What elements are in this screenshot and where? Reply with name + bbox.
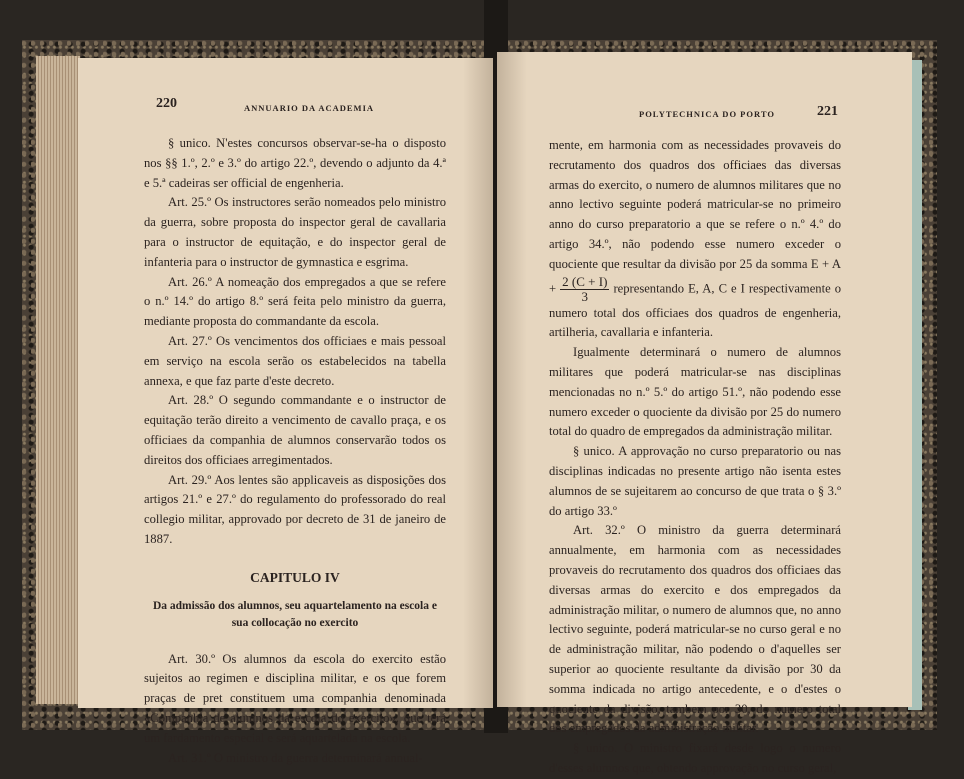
- chapter-title: CAPITULO IV: [250, 569, 340, 585]
- formula-denominator: 3: [581, 288, 589, 304]
- paragraph: Art. 28.º O segundo commandante e o instructor de equitação terão direito a vencimento de cavallo praça, e os officiaes da companhia de alumnos conservarão todos os direitos dos officiaes arregimentados.: [144, 393, 446, 467]
- right-page-body: [549, 136, 841, 779]
- chapter-subtitle: Da admissão dos alumnos, seu aquartelamento na escola e sua collocação no exercito: [152, 599, 437, 629]
- running-head: ANNUARIO DA ACADEMIA: [244, 103, 375, 113]
- paragraph: § unico. O ministro fixará desde logo o numero d'esses alumnos que, obtendo approvação no curso geral,: [549, 741, 841, 775]
- running-head: POLYTECHNICA DO PORTO: [639, 109, 775, 119]
- paragraph: Art. 32.º O ministro da guerra determinará annualmente, em harmonia com as necessidades provaveis do recrutamento dos quadros dos officiaes das diversas armas do exercito e dos empregados da administração militar, o numero de alumnos que, no anno lectivo seguinte, poderá matricular-se no curso geral e no de administração militar, não podendo o d'aquelles ser superior ao quociente resultante da divisão por 30 da somma indicada no artigo antecedente, e o d'estes o quociente da divisão, tambem por 30, do numero total dos empregados da administração militar.: [549, 523, 841, 736]
- page-number: 220: [156, 96, 177, 111]
- paragraph: § unico. N'estes concursos observar-se-ha o disposto nos §§ 1.º, 2.º e 3.º do artigo 22.º, devendo o adjunto da 4.ª e 5.ª cadeiras ser official de engenheria.: [144, 136, 446, 190]
- formula-numerator: 2 (C + I): [562, 273, 608, 289]
- gutter-shadow: [463, 58, 493, 708]
- paragraph: Art. 26.º A nomeação dos empregados a que se refere o n.º 14.º do artigo 8.º será feita pelo ministro da guerra, mediante proposta do commandante da escola.: [144, 274, 446, 329]
- right-page: [497, 52, 912, 775]
- formula-fraction: [560, 275, 609, 304]
- paragraph: Igualmente determinará o numero de alumnos militares que poderá matricular-se nas disciplinas mencionadas no n.º 5.º do artigo 51.º, não podendo esse numero exceder o quociente da divisão por 25 do numero total do quadro de empregados da administração militar.: [549, 345, 841, 439]
- paragraph: Art. 31.º O ministro da guerra determinará annual-: [168, 750, 423, 765]
- gutter-shadow: [497, 52, 527, 707]
- paragraph-text: mente, em harmonia com as necessidades provaveis do recrutamento dos quadros dos officiaes das diversas armas do exercito, o numero de alumnos militares que no anno lectivo seguinte poderá matricular-se no primeiro anno do curso preparatorio a que se refere o n.º 4.º do artigo 34.º, não podendo esse numero exceder o quociente que resultar da divisão por 25 da somma E + A +: [549, 138, 841, 295]
- paragraph-with-formula: [549, 136, 841, 343]
- paragraph: Art. 29.º Aos lentes são applicaveis as disposições dos artigos 21.º e 27.º do regulamento do professorado do real collegio militar, approvado por decreto de 31 de janeiro de 1887.: [144, 472, 446, 546]
- left-page-body: [144, 134, 446, 768]
- paragraph: Art. 30.º Os alumnos da escola do exercito estão sujeitos ao regimen e disciplina militar, e os que forem praças de pret constituem uma companhia denominada «Companhia de alumnos da escola do exercito», que terá um fardamento especial e será aquartelada na escola.: [144, 651, 446, 745]
- left-page: [78, 58, 493, 765]
- page-edges-left: [36, 56, 80, 704]
- paragraph-text: representando E, A, C e I respectivamente o numero total dos officiaes dos quadros de engenheria, artilheria, cavallaria e infanteria.: [549, 280, 842, 340]
- paragraph: Art. 27.º Os vencimentos dos officiaes e mais pessoal em serviço na escola serão os estabelecidos na tabella annexa, e que faz parte d'este decreto.: [144, 333, 446, 388]
- paragraph: Art. 25.º Os instructores serão nomeados pelo ministro da guerra, sobre proposta do inspector geral de cavallaria para o instructor de equitação, e do inspector geral de infanteria para o instructor de gymnastica e esgrima.: [144, 195, 446, 269]
- page-number: 221: [817, 104, 838, 119]
- paragraph: § unico. A approvação no curso preparatorio ou nas disciplinas indicadas no presente artigo não isenta estes alumnos de se sujeitarem ao concurso de que trata o § 3.º do artigo 33.º: [549, 444, 841, 518]
